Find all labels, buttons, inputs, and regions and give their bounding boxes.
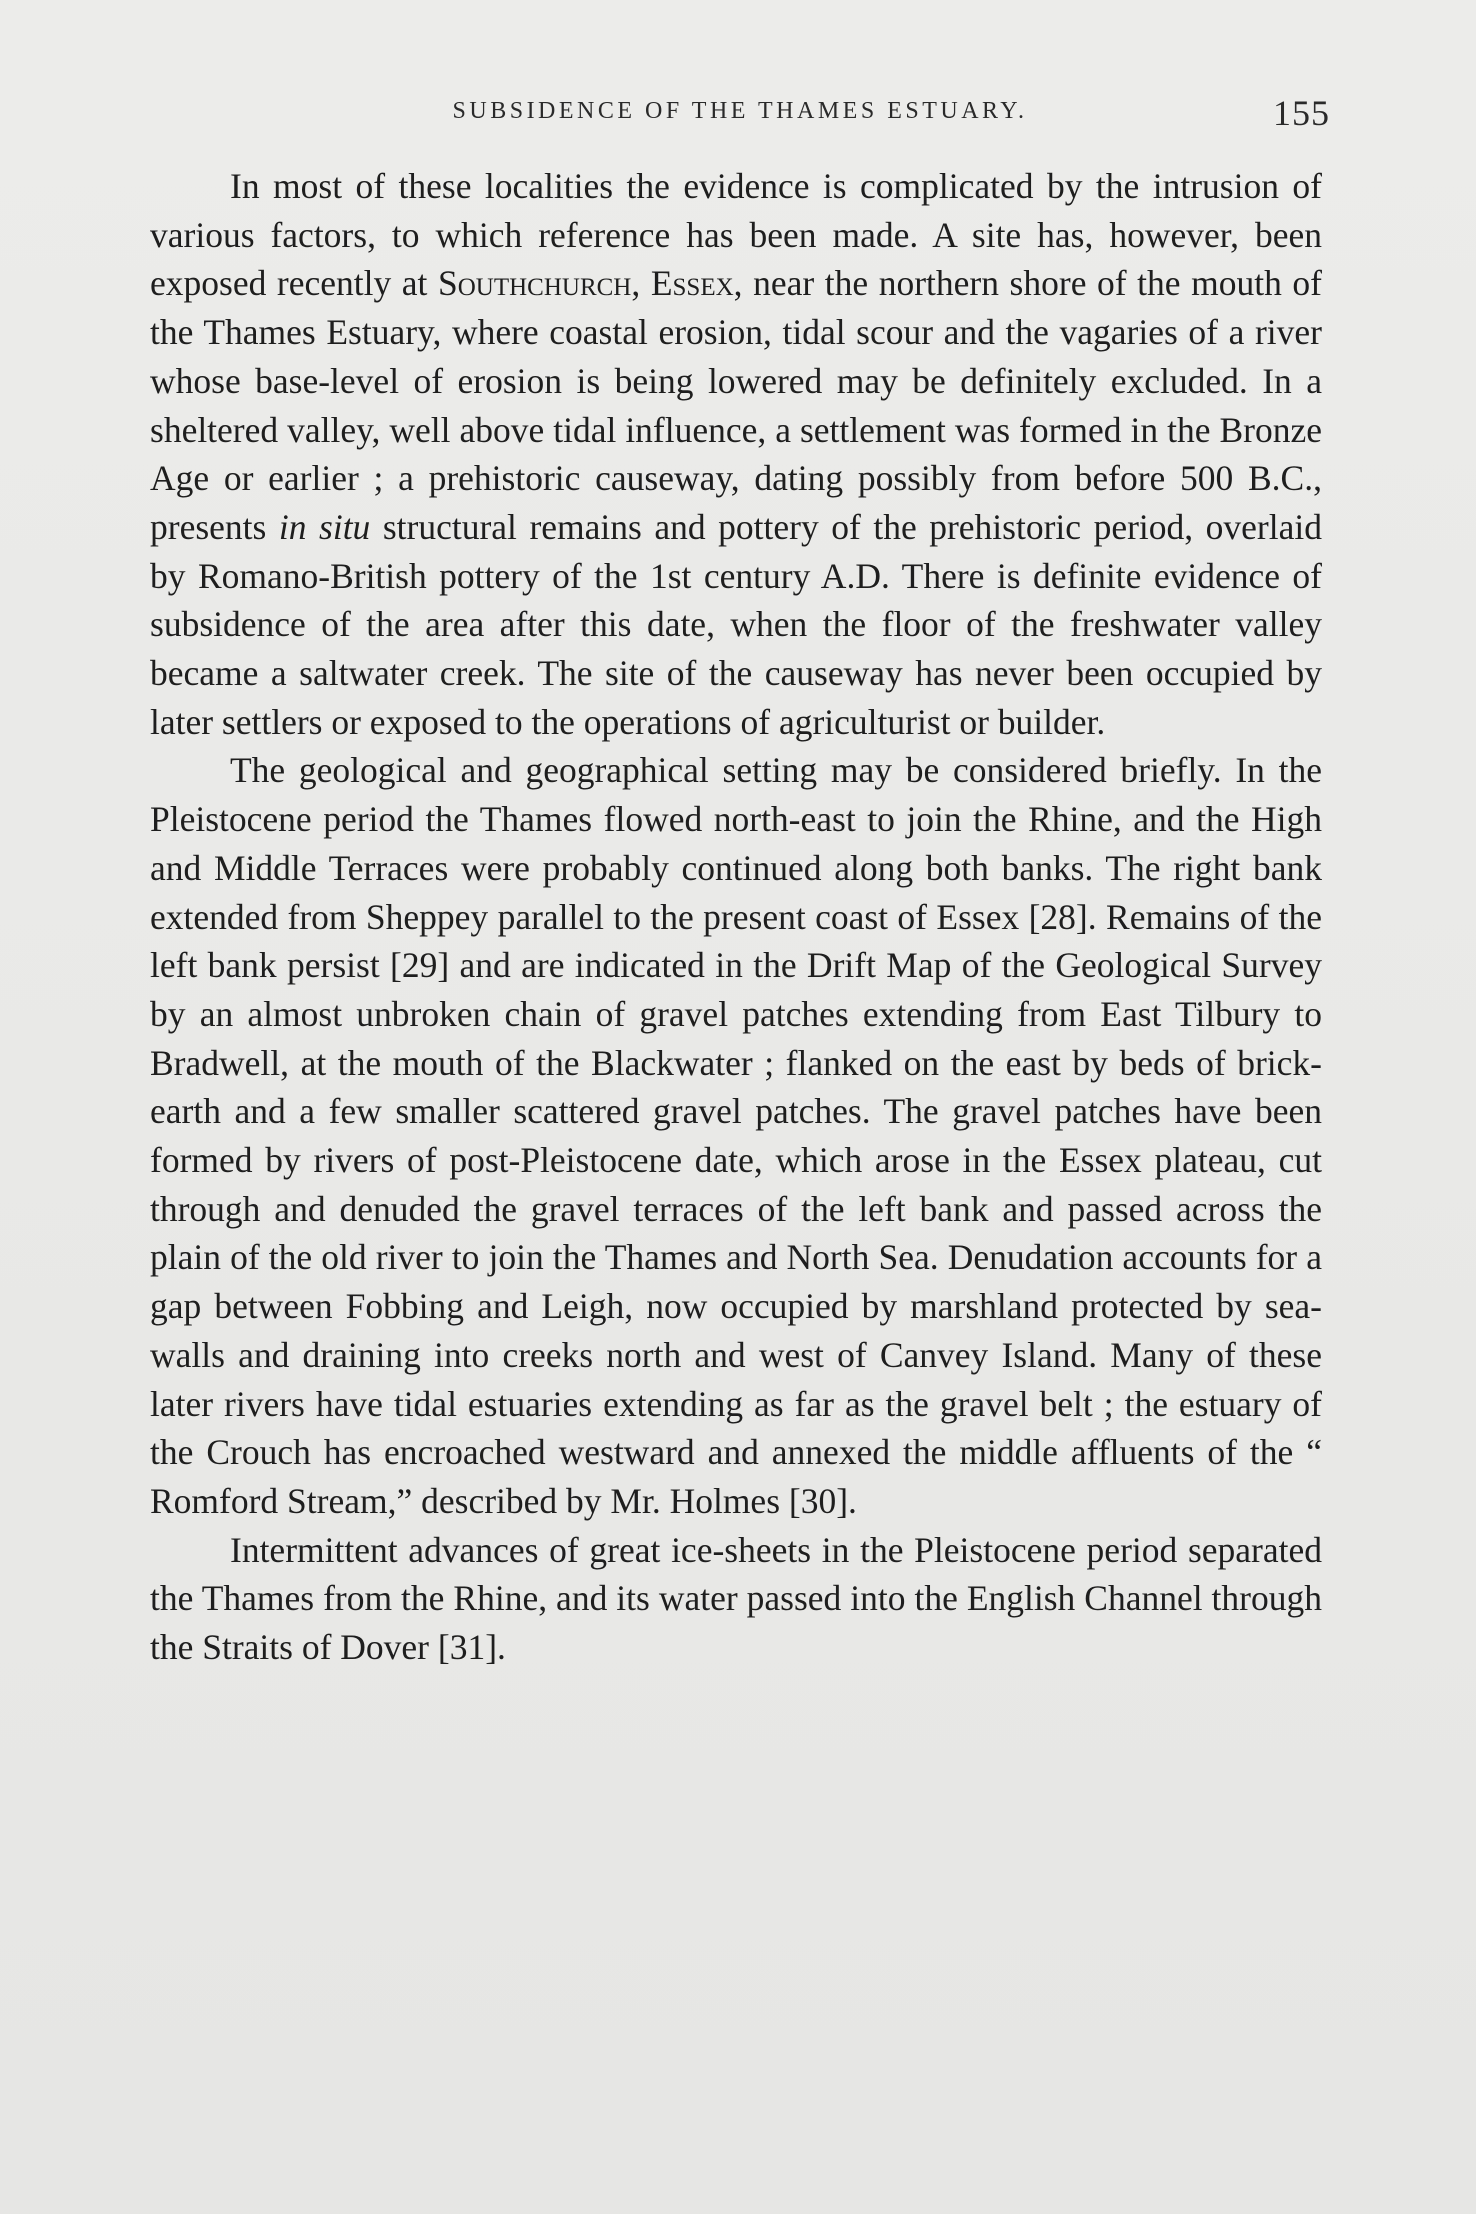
paragraph-2: The geological and geographical setting may be considered briefly. In the Pleistocene period the Thames flowed north-east to join the Rhine, and the High and Middle Terraces were probably continued along both banks. The right bank extended from Sheppey parallel to the present coast of Essex [28]. Remains of the left bank persist [29] and are indicated in the Drift Map of the Geological Survey by an almost unbroken chain of gravel patches extending from East Tilbury to Bradwell, at the mouth of the Blackwater ; flanked on the east by beds of brick-earth and a few smaller scattered gravel patches. The gravel patches have been formed by rivers of post-Pleistocene date, which arose in the Essex plateau, cut through and denuded the gravel terraces of the left bank and passed across the plain of the old river to join the Thames and North Sea. Denudation accounts for a gap between Fobbing and Leigh, now occupied by marshland protected by sea-walls and draining into creeks north and west of Canvey Island. Many of these later rivers have tidal estuaries extending as far as the gravel belt ; the estuary of the Crouch has encroached westward and annexed the middle affluents of the “ Romford Stream,” described by Mr. Holmes [30]. [150, 750, 1322, 1521]
place-name-essex: Essex [650, 263, 734, 304]
running-head [150, 92, 1330, 132]
page-number: 155 [1273, 93, 1330, 133]
paragraph-1-part-4: structural remains and pottery of the prehistoric period, overlaid by Romano-British pottery of the 1st century A.D. There is definite evidence of subsidence of the area after this date, when the floor of the freshwater valley became a saltwater creek. The site of the causeway has never been occupied by later settlers or exposed to the operations of agriculturist or builder. [150, 506, 1322, 742]
italic-in-situ: in situ [278, 506, 371, 547]
place-name-southchurch: Southchurch [438, 263, 632, 304]
paragraph-1-part-2: , [631, 263, 651, 304]
body-text [150, 162, 1322, 1672]
paragraph-3: Intermittent advances of great ice-sheets in the Pleistocene period separated the Thames from the Rhine, and its water passed into the English Channel through the Straits of Dover [31]. [150, 1529, 1322, 1668]
paragraph-1 [150, 162, 1322, 746]
running-title: SUBSIDENCE OF THE THAMES ESTUARY. [452, 98, 1028, 124]
paragraph-1-part-3: , near the northern shore of the mouth of the Thames Estuary, where coastal erosion, tidal scour and the vagaries of a river whose base-level of erosion is being lowered may be definitely excluded. In a sheltered valley, well above tidal influence, a settlement was formed in the Bronze Age or earlier ; a prehistoric causeway, dating possibly from before 500 B.C., presents [150, 263, 1322, 547]
paragraph-1-part-1: In most of these localities the evidence is complicated by the intrusion of various factors, to which reference has been made. A site has, however, been exposed recently at [150, 166, 1322, 304]
